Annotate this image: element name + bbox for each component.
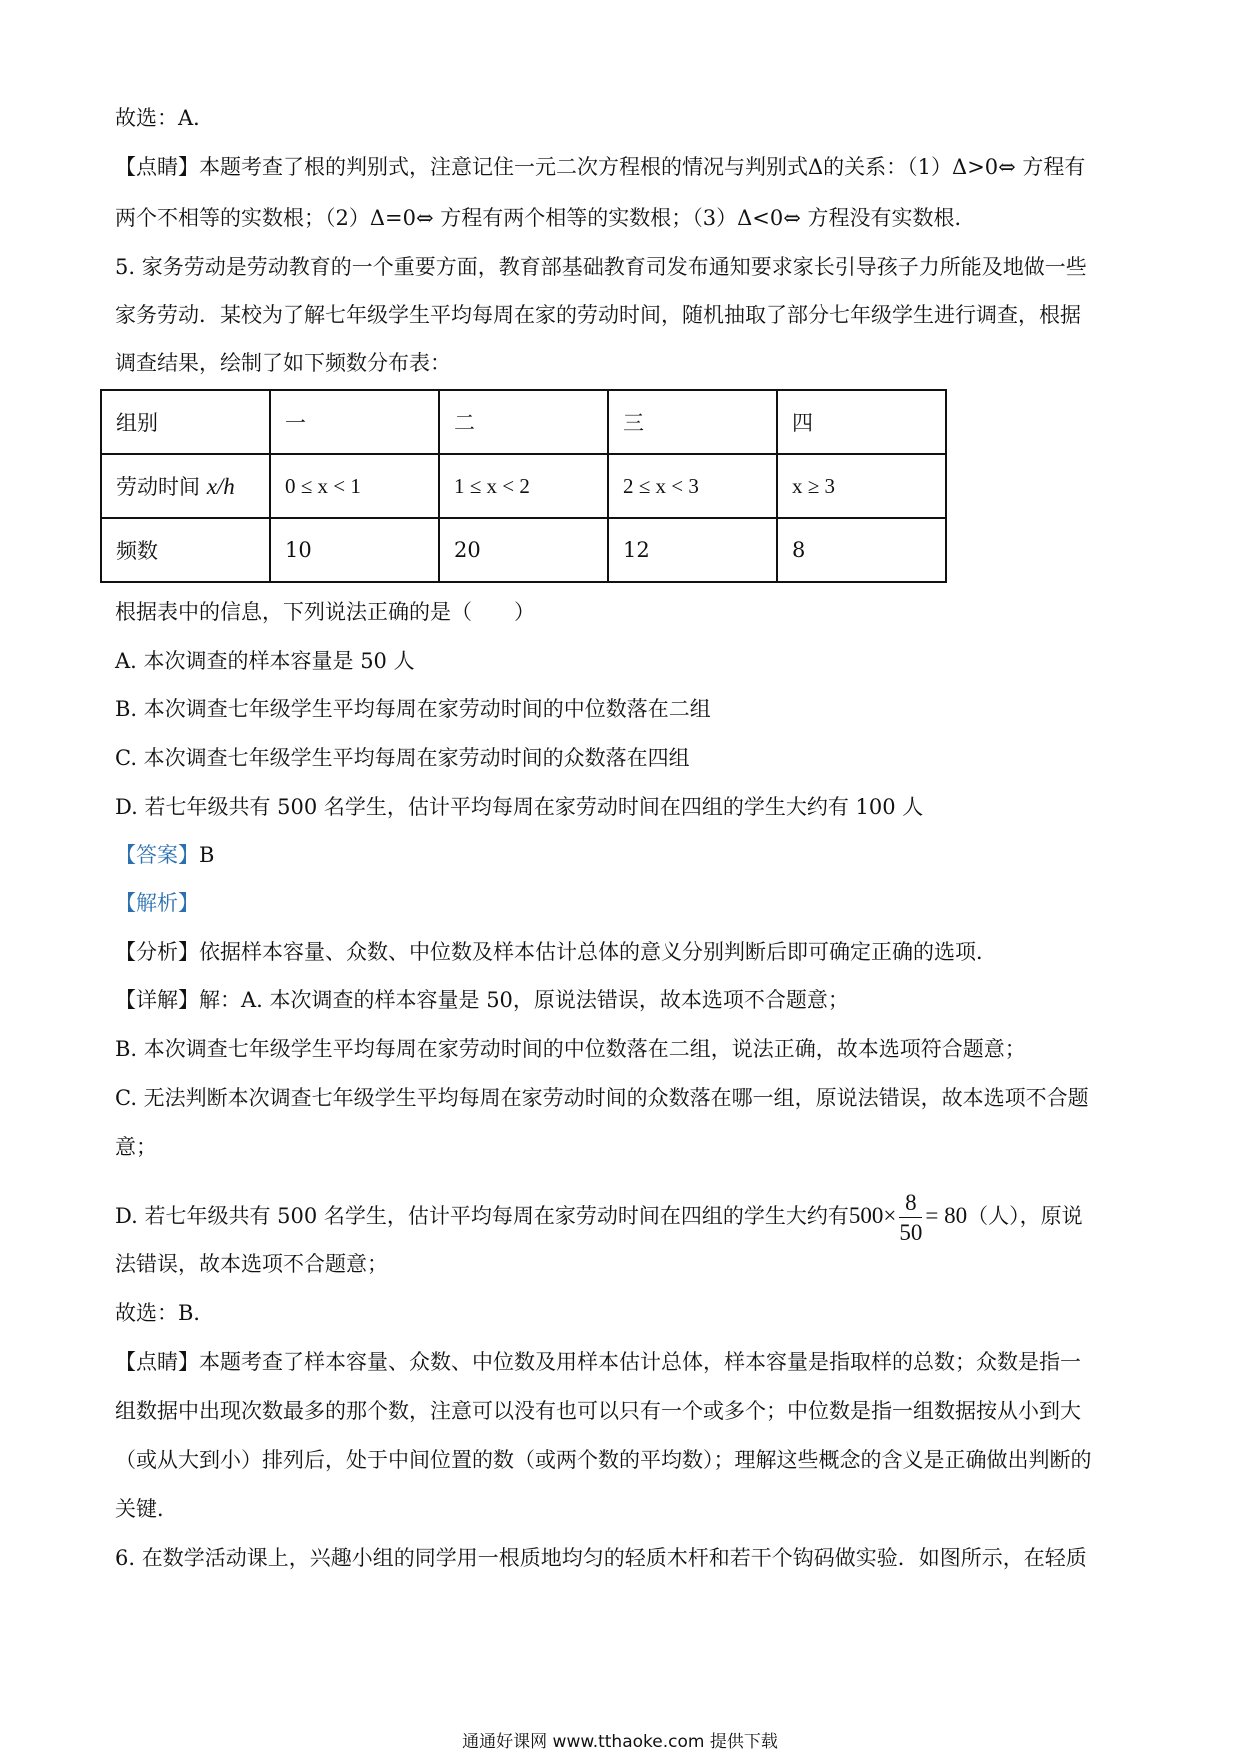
text-line: 调查结果，绘制了如下频数分布表： <box>115 351 451 375</box>
cell-label: 劳动时间 <box>116 475 207 499</box>
question-5-stem: 5. 家务劳动是劳动教育的一个重要方面，教育部基础教育司发布通知要求家长引导孩子力所能及地做一些 <box>115 255 1087 279</box>
frequency-table <box>100 389 947 583</box>
table-cell: 二 <box>439 390 608 454</box>
table-cell: 0 ≤ x < 1 <box>270 454 439 518</box>
fraction-denominator: 50 <box>899 1220 923 1246</box>
solution-line: 组数据中出现次数最多的那个数，注意可以没有也可以只有一个或多个；中位数是指一组数据按从小到大 <box>115 1399 1081 1423</box>
question-6-stem: 6. 在数学活动课上，兴趣小组的同学用一根质地均匀的轻质木杆和若干个钩码做实验．如图所示，在轻质 <box>115 1546 1087 1570</box>
answer-label: 【答案】 <box>115 843 199 867</box>
option-c: C. 本次调查七年级学生平均每周在家劳动时间的众数落在四组 <box>115 746 690 770</box>
table-cell: 1 ≤ x < 2 <box>439 454 608 518</box>
formula-multiplier: 500× <box>848 1203 897 1228</box>
formula <box>848 1190 968 1246</box>
table-cell: x ≥ 3 <box>777 454 946 518</box>
solution-line: 故选：B． <box>115 1301 215 1325</box>
analysis-label: 【解析】 <box>115 891 199 915</box>
solution-line: 关键． <box>115 1497 178 1521</box>
text-line: 故选：A． <box>115 106 215 130</box>
solution-line: 法错误，故本选项不合题意； <box>115 1252 388 1276</box>
table-cell: 一 <box>270 390 439 454</box>
answer-value: B <box>199 843 215 867</box>
solution-line: B. 本次调查七年级学生平均每周在家劳动时间的中位数落在二组，说法正确，故本选项符合题意； <box>115 1037 1026 1061</box>
fraction-numerator: 8 <box>899 1191 922 1218</box>
solution-text: D. 若七年级共有 500 名学生，估计平均每周在家劳动时间在四组的学生大约有 <box>115 1204 849 1228</box>
table-cell: 20 <box>439 518 608 582</box>
option-a: A. 本次调查的样本容量是 50 人 <box>115 649 415 673</box>
text-line: 家务劳动．某校为了解七年级学生平均每周在家的劳动时间，随机抽取了部分七年级学生进行调查，根据 <box>115 303 1081 327</box>
solution-text: （人），原说 <box>967 1204 1083 1228</box>
question-prompt: 根据表中的信息，下列说法正确的是（ ） <box>115 600 535 624</box>
solution-line: 【点睛】本题考查了样本容量、众数、中位数及用样本估计总体，样本容量是指取样的总数；众数是指一 <box>115 1350 1081 1374</box>
option-b: B. 本次调查七年级学生平均每周在家劳动时间的中位数落在二组 <box>115 697 711 721</box>
table-cell: 三 <box>608 390 777 454</box>
table-row <box>101 454 946 518</box>
table-cell: 组别 <box>101 390 270 454</box>
table-cell: 10 <box>270 518 439 582</box>
table-row <box>101 518 946 582</box>
solution-line: （或从大到小）排列后，处于中间位置的数（或两个数的平均数）；理解这些概念的含义是正确做出判断的 <box>115 1448 1092 1472</box>
formula-result: = 80 <box>925 1203 968 1228</box>
table-cell <box>101 454 270 518</box>
text-line: 【点睛】本题考查了根的判别式，注意记住一元二次方程根的情况与判别式Δ的关系：（1）Δ>0⇔ 方程有 <box>115 155 1086 179</box>
solution-line: 意； <box>115 1135 157 1159</box>
page-footer: 通通好课网 www.tthaoke.com 提供下载 <box>462 1732 778 1752</box>
table-cell: 频数 <box>101 518 270 582</box>
table-row <box>101 390 946 454</box>
table-cell: 四 <box>777 390 946 454</box>
table-cell: 8 <box>777 518 946 582</box>
text-line: 两个不相等的实数根；（2）Δ=0⇔ 方程有两个相等的实数根；（3）Δ<0⇔ 方程没有实数根． <box>115 206 976 230</box>
cell-variable: x/h <box>206 474 235 499</box>
solution-line: 【分析】依据样本容量、众数、中位数及样本估计总体的意义分别判断后即可确定正确的选项． <box>115 940 997 964</box>
option-d: D. 若七年级共有 500 名学生，估计平均每周在家劳动时间在四组的学生大约有 100 人 <box>115 795 924 819</box>
answer-line <box>115 840 214 870</box>
table-cell: 2 ≤ x < 3 <box>608 454 777 518</box>
solution-line: C. 无法判断本次调查七年级学生平均每周在家劳动时间的众数落在哪一组，原说法错误，故本选项不合题 <box>115 1086 1089 1110</box>
solution-line-d <box>115 1186 1083 1246</box>
solution-line: 【详解】解：A. 本次调查的样本容量是 50，原说法错误，故本选项不合题意； <box>115 988 849 1012</box>
table-cell: 12 <box>608 518 777 582</box>
fraction <box>899 1191 922 1244</box>
